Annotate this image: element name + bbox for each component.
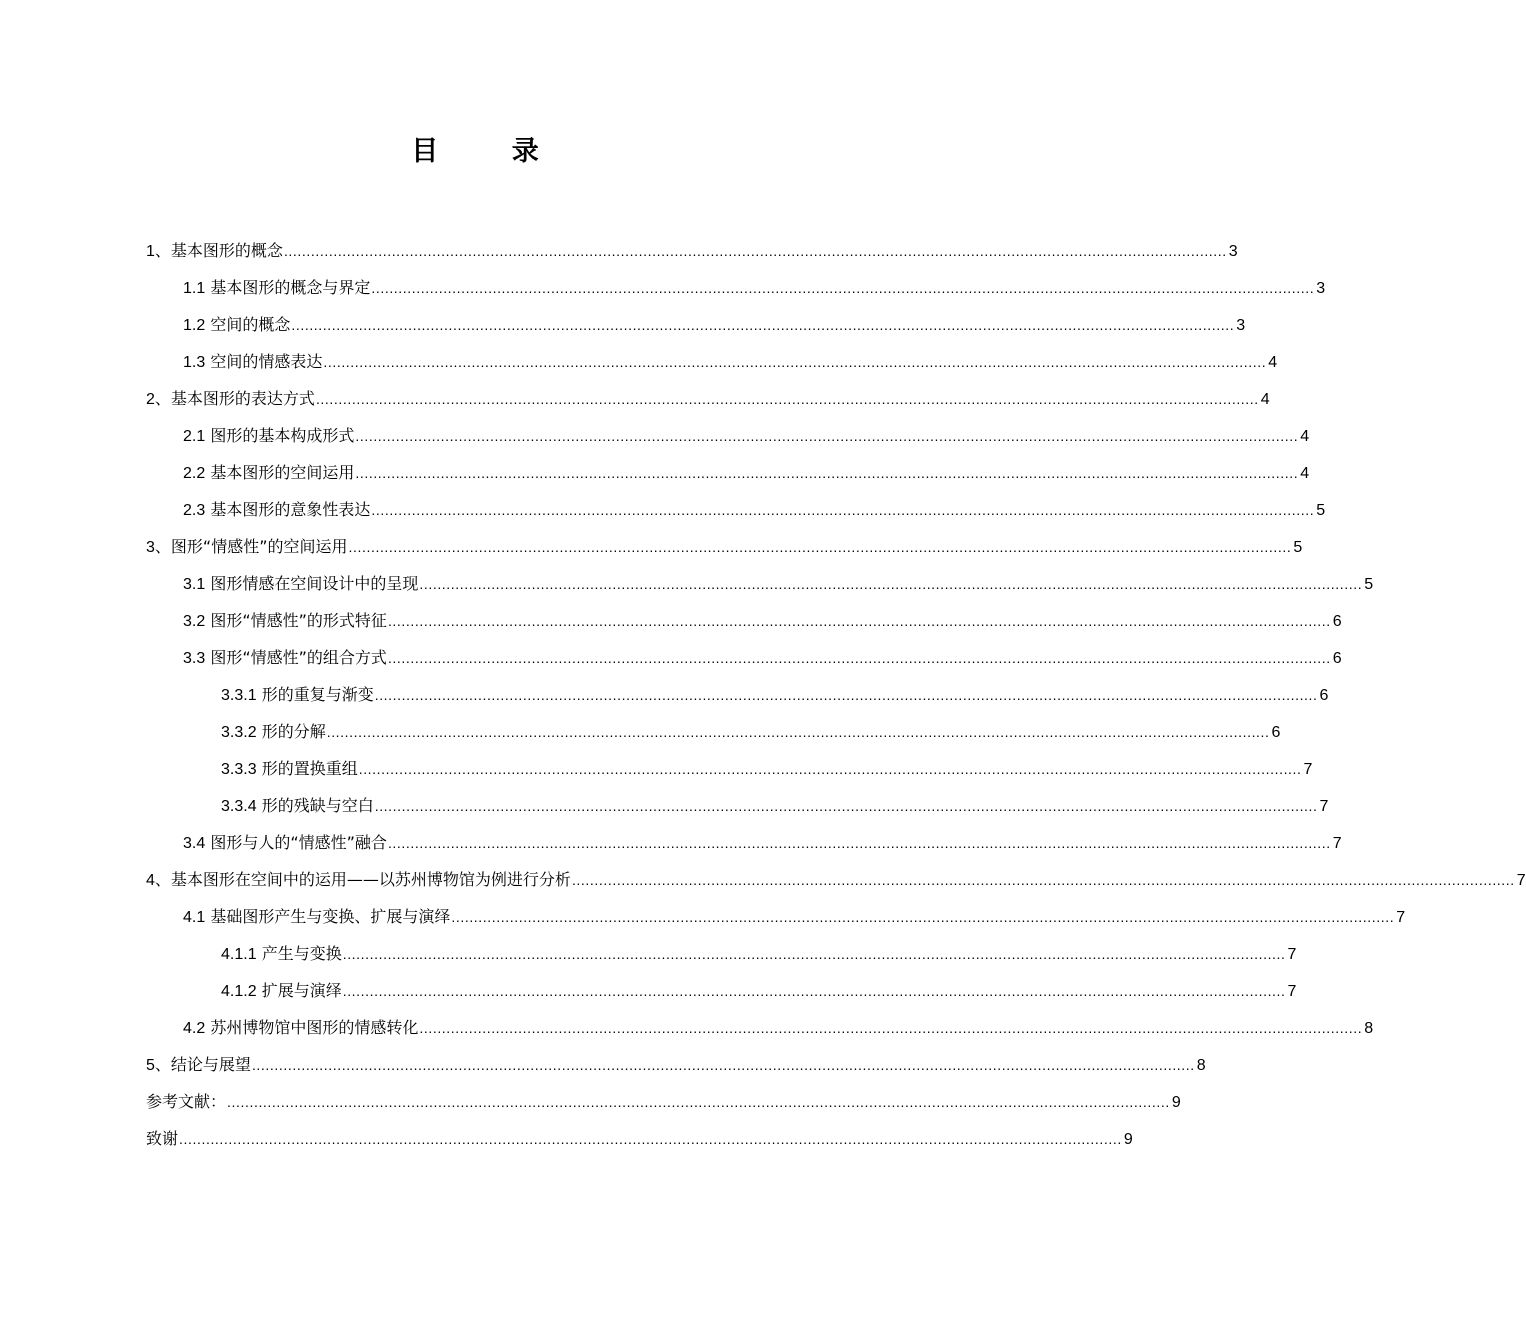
dot-leader: ..................................................................................................................................................................................................................	[371, 280, 1315, 296]
dot-leader: ..................................................................................................................................................................................................................	[419, 576, 1363, 592]
page-title: 目 录	[411, 136, 571, 167]
dot-leader: ..................................................................................................................................................................................................................	[355, 465, 1299, 481]
dot-leader: ..................................................................................................................................................................................................................	[342, 983, 1286, 999]
dot-leader: ..................................................................................................................................................................................................................	[358, 761, 1302, 777]
toc-entry-number: 3.3.4	[221, 798, 257, 815]
toc-entry-page-number: 5	[1364, 576, 1374, 593]
toc-entry-page-number: 6	[1332, 613, 1342, 630]
dot-leader: ..................................................................................................................................................................................................................	[387, 650, 1331, 666]
toc-entry-number: 3.3.3	[221, 761, 257, 778]
toc-entry[interactable]	[146, 935, 1297, 972]
toc-entry-page-number: 9	[1171, 1094, 1181, 1111]
toc-list	[146, 232, 1526, 1157]
toc-entry-label	[221, 676, 374, 714]
toc-entry-page-number: 4	[1300, 465, 1310, 482]
toc-entry-number: 3.1	[183, 576, 206, 593]
toc-entry[interactable]	[146, 269, 1326, 306]
toc-entry-title: 基本图形的概念	[170, 241, 283, 260]
toc-entry-label	[146, 232, 283, 270]
toc-entry-page-number: 7	[1332, 835, 1342, 852]
toc-entry-title: 图形“情感性”的形式特征	[210, 611, 387, 630]
toc-entry-label	[146, 1046, 251, 1084]
toc-entry-number: 4	[146, 872, 155, 889]
toc-entry-page-number: 4	[1300, 428, 1310, 445]
toc-entry-title: 基本图形的空间运用	[210, 463, 355, 482]
toc-entry-separator: 、	[154, 1055, 171, 1074]
toc-entry-title: 参考文献：	[146, 1092, 227, 1111]
toc-entry[interactable]	[146, 491, 1326, 528]
toc-entry-label	[183, 565, 418, 603]
dot-leader: ..................................................................................................................................................................................................................	[387, 613, 1331, 629]
toc-entry-title: 基础图形产生与变换、扩展与演绎	[210, 907, 451, 926]
toc-entry-title: 产生与变换	[261, 944, 342, 963]
toc-entry[interactable]	[146, 306, 1246, 343]
toc-entry-number: 1	[146, 243, 155, 260]
toc-entry[interactable]	[146, 639, 1342, 676]
toc-entry-number: 3.3	[183, 650, 206, 667]
toc-entry-title: 形的重复与渐变	[261, 685, 374, 704]
toc-entry-page-number: 6	[1332, 650, 1342, 667]
dot-leader: ..................................................................................................................................................................................................................	[342, 946, 1286, 962]
toc-entry-page-number: 7	[1287, 983, 1297, 1000]
toc-entry-label	[183, 824, 387, 862]
dot-leader: ..................................................................................................................................................................................................................	[326, 724, 1270, 740]
toc-entry-separator: 、	[154, 870, 171, 889]
toc-entry-label	[183, 602, 387, 640]
toc-entry-page-number: 6	[1271, 724, 1281, 741]
toc-entry-number: 1.2	[183, 317, 206, 334]
toc-entry-title: 形的分解	[261, 722, 326, 741]
toc-entry[interactable]	[146, 787, 1329, 824]
toc-entry-number: 1.3	[183, 354, 206, 371]
toc-entry-label	[183, 639, 387, 677]
toc-entry-number: 3.3.1	[221, 687, 257, 704]
toc-entry-page-number: 3	[1316, 280, 1326, 297]
toc-entry-number: 5	[146, 1057, 155, 1074]
dot-leader: ..................................................................................................................................................................................................................	[283, 243, 1227, 259]
toc-entry[interactable]	[146, 232, 1238, 269]
toc-entry[interactable]	[146, 713, 1281, 750]
dot-leader: ..................................................................................................................................................................................................................	[291, 317, 1235, 333]
toc-entry-page-number: 8	[1364, 1020, 1374, 1037]
toc-entry-separator: 、	[154, 241, 171, 260]
toc-entry-separator: 、	[154, 537, 171, 556]
toc-entry[interactable]	[146, 972, 1297, 1009]
toc-entry-title: 图形“情感性”的空间运用	[170, 537, 348, 556]
toc-entry-label	[221, 750, 358, 788]
toc-entry[interactable]	[146, 454, 1310, 491]
toc-entry-title: 形的置换重组	[261, 759, 358, 778]
toc-entry-number: 2.3	[183, 502, 206, 519]
toc-entry-page-number: 7	[1516, 872, 1526, 889]
toc-entry-label	[183, 417, 354, 455]
toc-entry-label	[146, 1083, 226, 1120]
dot-leader: ..................................................................................................................................................................................................................	[387, 835, 1331, 851]
toc-entry[interactable]	[146, 861, 1526, 898]
dot-leader: ..................................................................................................................................................................................................................	[371, 502, 1315, 518]
toc-entry-label	[146, 1120, 178, 1157]
toc-entry-label	[146, 528, 348, 566]
dot-leader: ..................................................................................................................................................................................................................	[374, 798, 1318, 814]
toc-entry[interactable]	[146, 528, 1303, 565]
toc-entry[interactable]	[146, 1046, 1206, 1083]
toc-entry-title: 图形情感在空间设计中的呈现	[210, 574, 419, 593]
toc-entry-number: 3.2	[183, 613, 206, 630]
toc-entry-title: 空间的概念	[210, 315, 291, 334]
dot-leader: ..................................................................................................................................................................................................................	[179, 1131, 1122, 1147]
toc-entry-title: 结论与展望	[170, 1055, 251, 1074]
toc-entry-label	[183, 491, 370, 529]
toc-entry-number: 2	[146, 391, 155, 408]
dot-leader: ..................................................................................................................................................................................................................	[315, 391, 1259, 407]
toc-entry-title: 图形“情感性”的组合方式	[210, 648, 387, 667]
toc-entry-title: 致谢	[146, 1129, 179, 1148]
dot-leader: ..................................................................................................................................................................................................................	[348, 539, 1292, 555]
toc-entry-title: 形的残缺与空白	[261, 796, 374, 815]
toc-entry-page-number: 4	[1260, 391, 1270, 408]
toc-entry-label	[183, 306, 290, 344]
toc-entry-title: 基本图形在空间中的运用——以苏州博物馆为例进行分析	[170, 870, 571, 889]
toc-entry-number: 3	[146, 539, 155, 556]
toc-entry[interactable]	[146, 1009, 1374, 1046]
toc-entry-number: 1.1	[183, 280, 206, 297]
dot-leader: ..................................................................................................................................................................................................................	[374, 687, 1318, 703]
toc-entry-label	[183, 1009, 418, 1047]
toc-entry-number: 4.2	[183, 1020, 206, 1037]
toc-entry[interactable]	[146, 898, 1406, 935]
toc-entry-title: 基本图形的表达方式	[170, 389, 315, 408]
toc-entry-page-number: 4	[1268, 354, 1278, 371]
toc-entry-number: 3.4	[183, 835, 206, 852]
toc-entry-label	[221, 972, 342, 1010]
toc-entry-page-number: 5	[1293, 539, 1303, 556]
dot-leader: ..................................................................................................................................................................................................................	[323, 354, 1267, 370]
toc-entry-page-number: 7	[1303, 761, 1313, 778]
toc-entry-title: 扩展与演绎	[261, 981, 342, 1000]
toc-entry[interactable]	[146, 602, 1342, 639]
toc-entry[interactable]	[146, 1083, 1181, 1120]
toc-entry-label	[183, 343, 322, 381]
toc-entry-label	[146, 861, 571, 899]
dot-leader: ..................................................................................................................................................................................................................	[451, 909, 1395, 925]
toc-entry-page-number: 8	[1196, 1057, 1206, 1074]
toc-entry-page-number: 7	[1319, 798, 1329, 815]
toc-entry[interactable]	[146, 824, 1342, 861]
toc-entry[interactable]	[146, 1120, 1133, 1157]
toc-entry[interactable]	[146, 676, 1329, 713]
dot-leader: ..................................................................................................................................................................................................................	[355, 428, 1299, 444]
toc-entry-title: 苏州博物馆中图形的情感转化	[210, 1018, 419, 1037]
toc-entry[interactable]	[146, 417, 1310, 454]
toc-entry-title: 图形与人的“情感性”融合	[210, 833, 387, 852]
toc-entry[interactable]	[146, 343, 1278, 380]
toc-entry-number: 2.2	[183, 465, 206, 482]
toc-entry-number: 4.1.1	[221, 946, 257, 963]
dot-leader: ..................................................................................................................................................................................................................	[419, 1020, 1363, 1036]
dot-leader: ..................................................................................................................................................................................................................	[571, 872, 1515, 888]
toc-entry-label	[221, 713, 326, 751]
toc-entry-label	[183, 898, 450, 936]
toc-entry-page-number: 7	[1396, 909, 1406, 926]
toc-entry-page-number: 3	[1236, 317, 1246, 334]
toc-entry-page-number: 7	[1287, 946, 1297, 963]
toc-entry-title: 图形的基本构成形式	[210, 426, 355, 445]
toc-entry-page-number: 6	[1319, 687, 1329, 704]
toc-entry[interactable]	[146, 565, 1374, 602]
toc-entry-label	[221, 787, 374, 825]
toc-entry-label	[183, 454, 354, 492]
toc-entry[interactable]	[146, 380, 1270, 417]
dot-leader: ..................................................................................................................................................................................................................	[227, 1094, 1170, 1110]
toc-entry-number: 4.1.2	[221, 983, 257, 1000]
dot-leader: ..................................................................................................................................................................................................................	[251, 1057, 1195, 1073]
toc-entry-page-number: 5	[1316, 502, 1326, 519]
toc-entry-title: 基本图形的概念与界定	[210, 278, 371, 297]
toc-entry-page-number: 3	[1228, 243, 1238, 260]
toc-entry-separator: 、	[154, 389, 171, 408]
toc-entry-label	[221, 935, 342, 973]
toc-entry-number: 4.1	[183, 909, 206, 926]
toc-entry[interactable]	[146, 750, 1313, 787]
toc-entry-label	[146, 380, 315, 418]
toc-entry-title: 基本图形的意象性表达	[210, 500, 371, 519]
toc-entry-number: 3.3.2	[221, 724, 257, 741]
toc-entry-page-number: 9	[1123, 1131, 1133, 1148]
toc-entry-title: 空间的情感表达	[210, 352, 323, 371]
toc-entry-label	[183, 269, 370, 307]
toc-entry-number: 2.1	[183, 428, 206, 445]
